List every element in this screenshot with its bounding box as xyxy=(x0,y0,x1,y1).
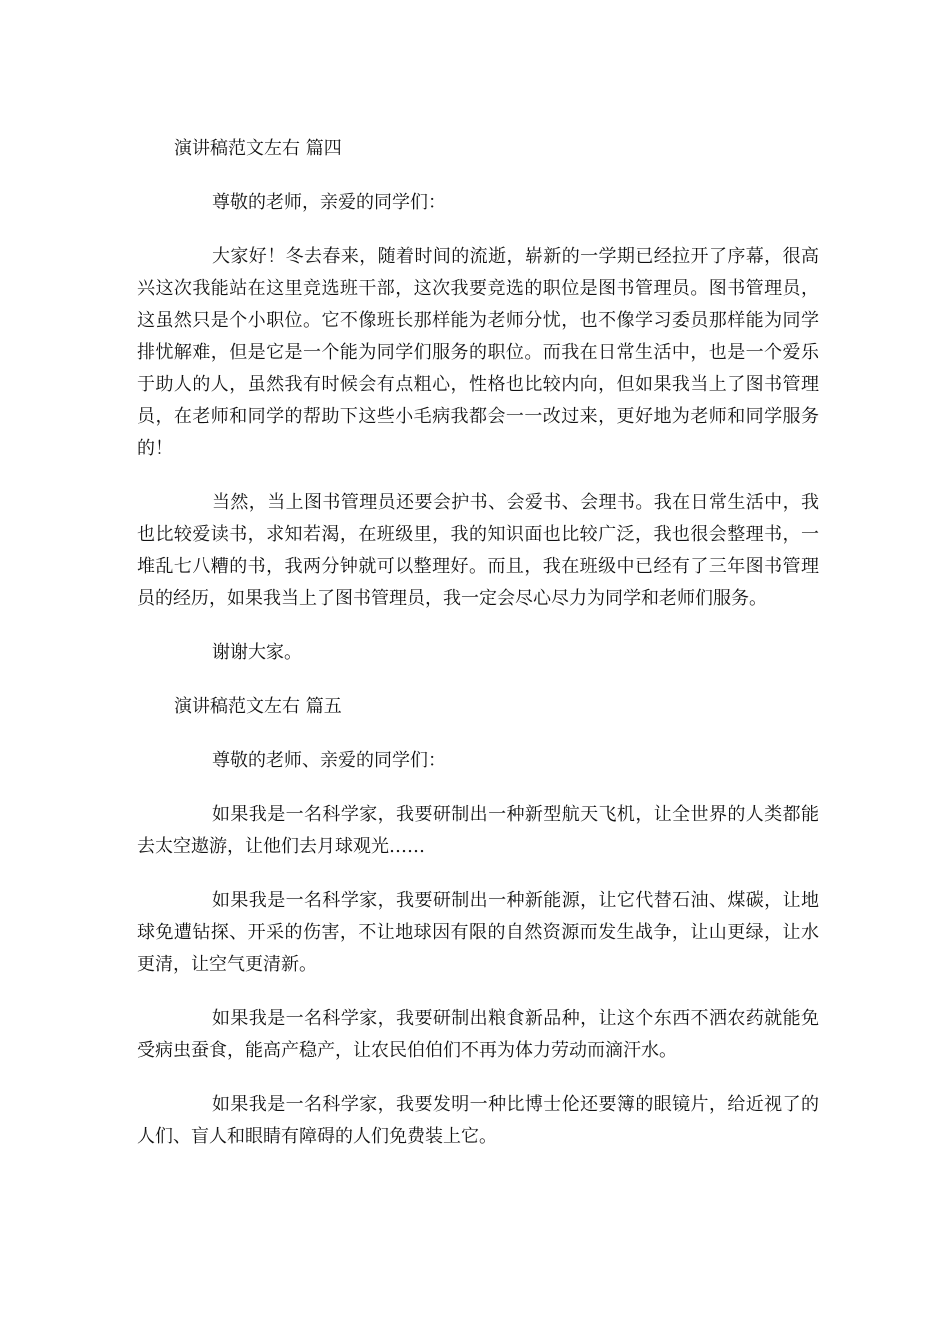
salutation-5: 尊敬的老师、亲爱的同学们： xyxy=(212,750,446,771)
salutation-4: 尊敬的老师，亲爱的同学们： xyxy=(212,192,446,213)
paragraph: 大家好！冬去春来，随着时间的流逝，崭新的一学期已经拉开了序幕，很高兴这次我能站在这里竞选班干部，这次我要竞选的职位是图书管理员。图书管理员，这虽然只是个小职位。它不像班长那样能为老师分忧，也不像学习委员那样能为同学排忧解难，但是它是一个能为同学们服务的职位。而我在日常生活中，也是一个爱乐于助人的人，虽然我有时候会有点粗心，性格也比较内向，但如果我当上了图书管理员，在老师和同学的帮助下这些小毛病我都会一一改过来，更好地为老师和同学服务的！ xyxy=(137,246,819,459)
paragraph: 如果我是一名科学家，我要研制出一种新型航天飞机，让全世界的人类都能去太空遨游，让他们去月球观光…… xyxy=(137,804,819,857)
paragraph: 如果我是一名科学家，我要发明一种比博士伦还要簿的眼镜片，给近视了的人们、盲人和眼睛有障碍的人们免费装上它。 xyxy=(137,1094,819,1147)
closing-4: 谢谢大家。 xyxy=(212,642,302,663)
document-body xyxy=(137,133,819,1175)
paragraph: 如果我是一名科学家，我要研制出一种新能源，让它代替石油、煤碳，让地球免遭钻探、开采的伤害，不让地球因有限的自然资源而发生战争，让山更绿，让水更清，让空气更清新。 xyxy=(137,890,819,975)
paragraph: 如果我是一名科学家，我要研制出粮食新品种，让这个东西不洒农药就能免受病虫蚕食，能高产稳产，让农民伯伯们不再为体力劳动而滴汗水。 xyxy=(137,1008,819,1061)
section-heading-5: 演讲稿范文左右 篇五 xyxy=(174,696,342,717)
paragraph: 当然，当上图书管理员还要会护书、会爱书、会理书。我在日常生活中，我也比较爱读书，求知若渴，在班级里，我的知识面也比较广泛，我也很会整理书，一堆乱七八糟的书，我两分钟就可以整理好。而且，我在班级中已经有了三年图书管理员的经历，如果我当上了图书管理员，我一定会尽心尽力为同学和老师们服务。 xyxy=(137,492,819,609)
section-heading-4: 演讲稿范文左右 篇四 xyxy=(174,138,342,159)
